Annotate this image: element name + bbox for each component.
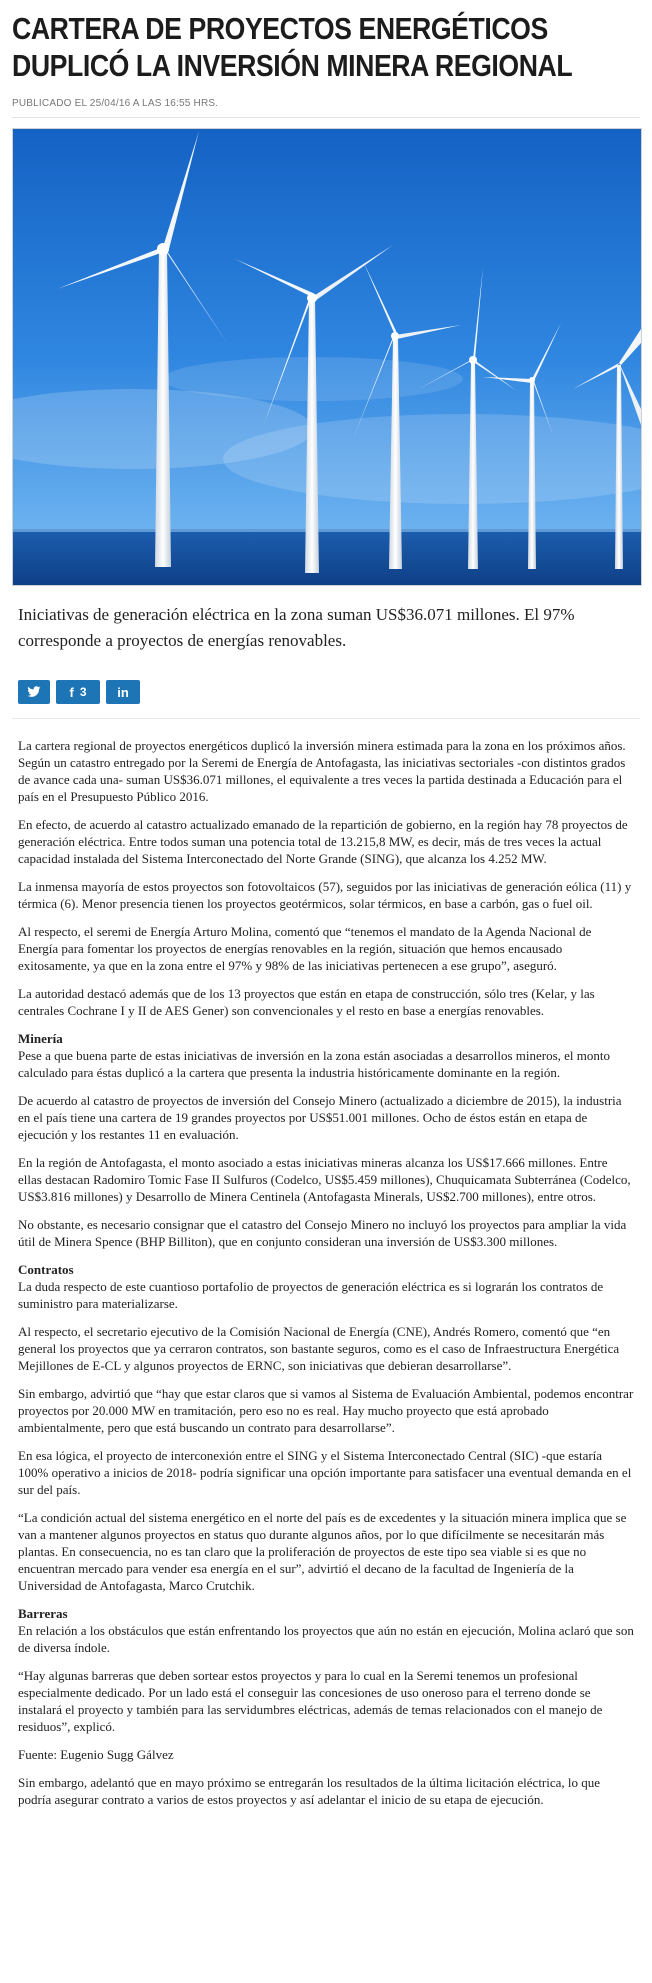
- body-paragraph: La duda respecto de este cuantioso portafolio de proyectos de generación eléctrica es si lograrán los contratos de suministro para materializarse.: [18, 1279, 604, 1311]
- article-body: [18, 737, 634, 1808]
- linkedin-icon: in: [117, 684, 129, 700]
- section-heading-mineria: Minería: [18, 1031, 63, 1046]
- body-paragraph: En la región de Antofagasta, el monto asociado a estas iniciativas mineras alcanza los US$17.666 millones. Entre ellas destacan Radomiro Tomic Fase II Sulfuros (Codelco, US$5.459 millones), Chuquicamata Subterránea (Codelco, US$3.816 millones) y Desarrollo de Minera Centinela (Antofagasta Minerals, US$2.700 millones), entre otros.: [18, 1155, 631, 1204]
- body-paragraph: La inmensa mayoría de estos proyectos son fotovoltaicos (57), seguidos por las iniciativas de generación eólica (11) y térmica (6). Menor presencia tienen los proyectos geotérmicos, solar térmicos, en base a carbón, gas o fuel oil.: [18, 879, 632, 911]
- facebook-icon: f: [69, 684, 74, 700]
- hero-image: [12, 128, 642, 586]
- linkedin-share-button[interactable]: [106, 680, 140, 704]
- share-bar: [18, 680, 640, 704]
- body-paragraph: Al respecto, el seremi de Energía Arturo Molina, comentó que “tenemos el mandato de la Agenda Nacional de Energía para fomentar los proyectos de energías renovables en la región, situación que hemos encausado exitosamente, ya que en la zona entre el 97% y 98% de las iniciativas pertenecen a ese grupo”, aseguró.: [18, 924, 592, 973]
- article-lead: Iniciativas de generación eléctrica en la zona suman US$36.071 millones. El 97% corresponde a proyectos de energías renovables.: [18, 605, 575, 650]
- body-paragraph: “Hay algunas barreras que deben sortear estos proyectos y para lo cual en la Seremi tenemos un profesional especialmente dedicado. Por un lado está el conseguir las concesiones de uso oneroso para el terreno donde se instalará el proyecto y también para las servidumbres eléctricas, además de temas relacionados con el manejo de residuos”, explicó.: [18, 1668, 603, 1734]
- body-paragraph: Al respecto, el secretario ejecutivo de la Comisión Nacional de Energía (CNE), Andrés Romero, comentó que “en general los proyectos que ya cerraron contratos, son bastante seguros, como es el caso de Infraestructura Energética Mejillones de E-CL y algunos proyectos de ERNC, son iniciativas que debieran desarrollarse”.: [18, 1324, 620, 1373]
- body-paragraph: En relación a los obstáculos que están enfrentando los proyectos que aún no están en ejecución, Molina aclaró que son de diversa índole.: [18, 1623, 634, 1655]
- share-divider: [12, 718, 640, 719]
- facebook-share-count: 3: [79, 685, 87, 699]
- twitter-icon: [27, 686, 41, 698]
- body-paragraph: No obstante, es necesario consignar que el catastro del Consejo Minero no incluyó los proyectos para ampliar la vida útil de Minera Spence (BHP Billiton), que en conjunto consideran una inversión de US$3.300 millones.: [18, 1217, 627, 1249]
- article-title: CARTERA DE PROYECTOS ENERGÉTICOS DUPLICÓ LA INVERSIÓN MINERA REGIONAL: [12, 11, 573, 83]
- body-paragraph: Sin embargo, advirtió que “hay que estar claros que si vamos al Sistema de Evaluación Ambiental, podemos encontrar proyectos por 20.000 MW en tramitación, pero eso no es real. Hay mucho proyecto que está aprobado ambientalmente, pero que está buscando un contrato para desarrollarse”.: [18, 1386, 634, 1435]
- article-source: Fuente: Eugenio Sugg Gálvez: [18, 1747, 174, 1762]
- section-heading-contratos: Contratos: [18, 1262, 74, 1277]
- body-paragraph: En esa lógica, el proyecto de interconexión entre el SING y el Sistema Interconectado Central (SIC) -que estaría 100% operativo a inicios de 2018- podría significar una opción importante para satisfacer una eventual demanda en el sur del país.: [18, 1448, 632, 1497]
- section-heading-barreras: Barreras: [18, 1606, 68, 1621]
- body-paragraph: De acuerdo al catastro de proyectos de inversión del Consejo Minero (actualizado a diciembre de 2015), la industria en el país tiene una cartera de 19 grandes proyectos por US$51.001 millones. Ocho de éstos están en etapa de ejecución y los restantes 11 en evaluación.: [18, 1093, 622, 1142]
- body-paragraph: Pese a que buena parte de estas iniciativas de inversión en la zona están asociadas a desarrollos mineros, el monto calculado para éstas duplicó a la cartera que presenta la industria históricamente dominante en la región.: [18, 1048, 611, 1080]
- divider: [12, 117, 640, 118]
- body-paragraph: “La condición actual del sistema energético en el norte del país es de excedentes y la situación minera implica que se van a mantener algunos proyectos en status quo durante algunos años, por lo que difícilmente se necesitarán más plantas. En consecuencia, no es tan claro que la proliferación de proyectos de este tipo sea viable si es que no encuentran mercado para vender esa energía en el sur”, advirtió el decano de la facultad de Ingeniería de la Universidad de Antofagasta, Marco Crutchik.: [18, 1510, 627, 1593]
- wind-turbines-photo: [13, 129, 641, 585]
- twitter-share-button[interactable]: [18, 680, 50, 704]
- body-paragraph: En efecto, de acuerdo al catastro actualizado emanado de la repartición de gobierno, en la región hay 78 proyectos de generación eléctrica. Entre todos suman una potencia total de 13.215,8 MW, es decir, más de tres veces la actual capacidad instalada del Sistema Interconectado del Norte Grande (SING), que alcanza los 4.252 MW.: [18, 817, 628, 866]
- facebook-share-button[interactable]: [56, 680, 100, 704]
- body-paragraph: La autoridad destacó además que de los 13 proyectos que están en etapa de construcción, sólo tres (Kelar, y las centrales Cochrane I y II de AES Gener) son convencionales y el resto en base a energías renovables.: [18, 986, 595, 1018]
- publish-date: PUBLICADO EL 25/04/16 A LAS 16:55 HRS.: [12, 98, 219, 109]
- body-paragraph: Sin embargo, adelantó que en mayo próximo se entregarán los resultados de la última licitación eléctrica, lo que podría asegurar contrato a varios de estos proyectos y así adelantar el inicio de su etapa de ejecución.: [18, 1775, 601, 1807]
- body-paragraph: La cartera regional de proyectos energéticos duplicó la inversión minera estimada para la zona en los próximos años. Según un catastro entregado por la Seremi de Energía de Antofagasta, las iniciativas sectoriales -con distintos grados de avance cada una- suman US$36.071 millones, el equivalente a tres veces la partida destinada a Educación para el país en el Presupuesto Público 2016.: [18, 738, 626, 804]
